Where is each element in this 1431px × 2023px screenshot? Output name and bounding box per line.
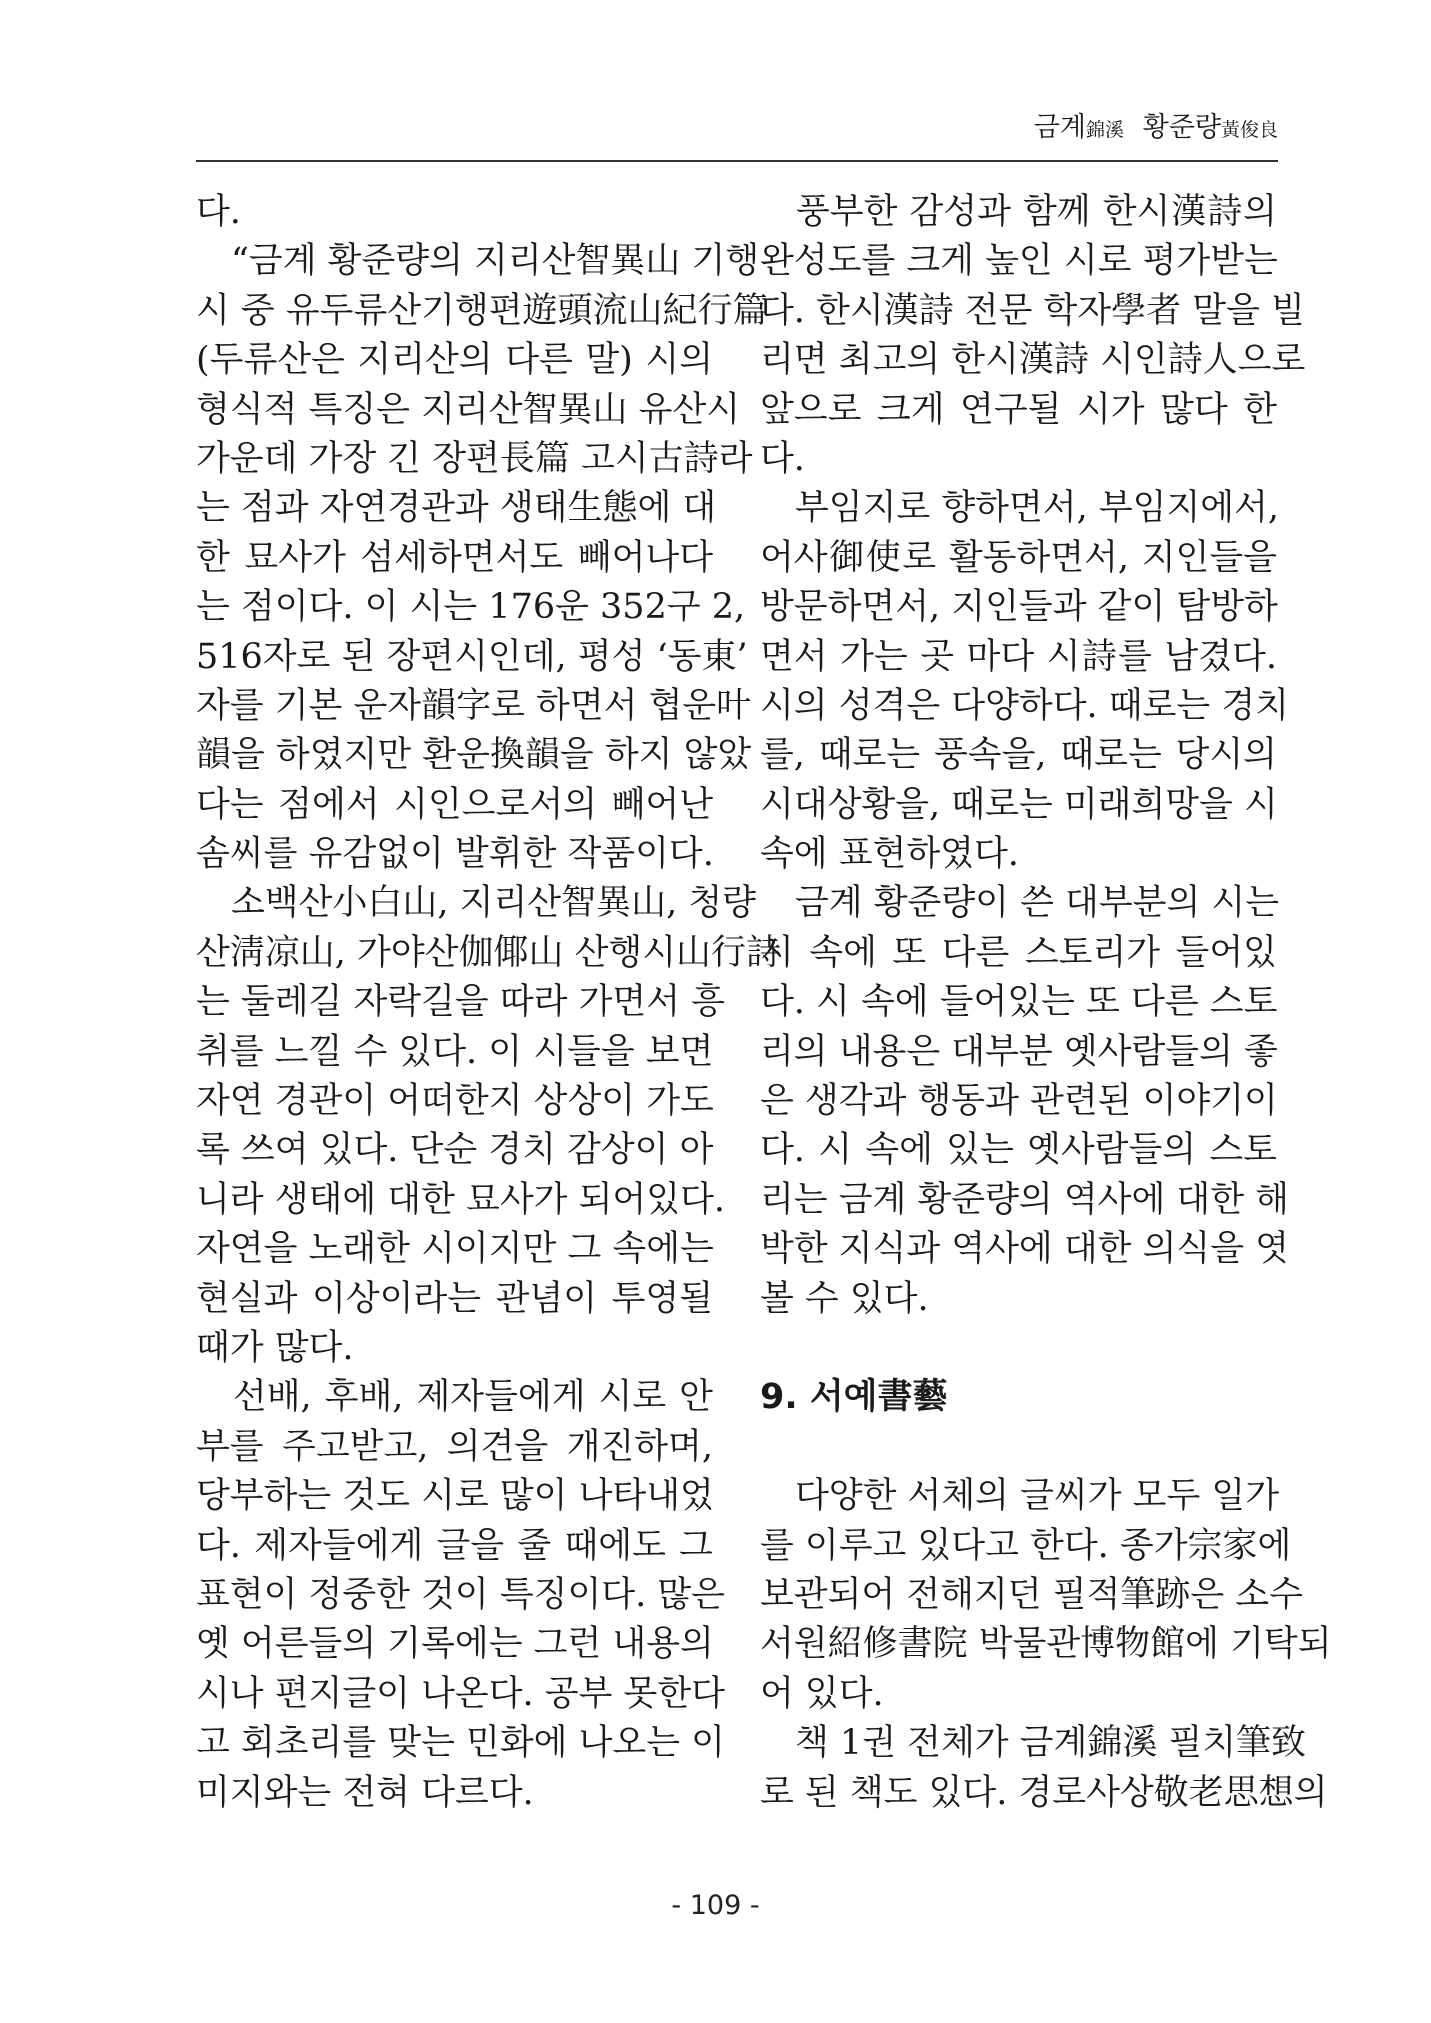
header-name-hanja: 錦溪 [1085,119,1124,141]
text-line: 미지와는 전혀 다르다. [196,1772,534,1813]
text-line: 속에 표현하였다. [760,834,1019,875]
text-line: 어사御使로 활동하면서, 지인들을 [760,537,1277,578]
text-line: 다. [760,438,805,479]
text-line: 소백산小白山, 지리산智異山, 청량 [196,883,756,924]
text-line: 선배, 후배, 제자들에게 시로 안 [196,1377,713,1418]
text-line: (두류산은 지리산의 다른 말) 시의 [196,340,713,381]
text-line: 산淸凉山, 가야산伽倻山 산행시山行詩 [196,932,782,973]
text-line: 록 쓰여 있다. 단순 경치 감상이 아 [196,1130,714,1171]
running-header [196,108,1278,162]
section-heading: 9. 서예書藝 [760,1377,948,1418]
header-person-hanja: 黃俊良 [1220,119,1278,141]
text-line: 당부하는 것도 시로 많이 나타내었 [196,1476,714,1517]
text-line: 다. [196,192,241,232]
text-line: 시대상황을, 때로는 미래희망을 시 [760,784,1278,825]
text-line: 자연 경관이 어떠한지 상상이 가도 [196,1081,714,1122]
text-line: 는 둘레길 자락길을 따라 가면서 흥 [196,982,725,1023]
text-line: 앞으로 크게 연구될 시가 많다 한 [760,389,1277,430]
text-line: 부를 주고받고, 의견을 개진하며, [196,1426,713,1467]
text-line: 은 생각과 행동과 관련된 이야기이 [760,1081,1278,1122]
text-line: 는 점이다. 이 시는 176운 352구 2, [196,587,746,628]
text-line: 부임지로 향하면서, 부임지에서, [760,488,1280,529]
text-line: 방문하면서, 지인들과 같이 탐방하 [760,587,1278,628]
text-line: 리면 최고의 한시漢詩 시인詩人으로 [760,340,1306,381]
text-line: 솜씨를 유감없이 발휘한 작품이다. [196,834,714,875]
text-line: 현실과 이상이라는 관념이 투영될 [196,1278,713,1319]
spacer [760,1423,1277,1472]
text-line: 표현이 정중한 것이 특징이다. 많은 [196,1574,725,1615]
text-line: 완성도를 크게 높인 시로 평가받는 [760,241,1278,282]
text-line: 가운데 가장 긴 장편長篇 고시古詩라 [196,438,753,479]
text-line: 면서 가는 곳 마다 시詩를 남겼다. [760,636,1277,677]
spacer [760,1324,1277,1373]
left-column [196,188,782,1818]
text-line: 를 이루고 있다고 한다. 종가宗家에 [760,1525,1292,1566]
header-name: 금계 [1033,112,1086,143]
text-line: 시 중 유두류산기행편遊頭流山紀行篇 [196,290,768,331]
text-line: 516자로 된 장편시인데, 평성 ‘동東’ [196,636,748,677]
text-line: 때가 많다. [196,1327,354,1368]
text-line: 시나 편지글이 나온다. 공부 못한다 [196,1673,725,1714]
text-line: 자를 기본 운자韻字로 하면서 협운叶 [196,685,752,726]
text-line: 다. 제자들에게 글을 줄 때에도 그 [196,1525,713,1566]
text-line: 고 회초리를 맞는 민화에 나오는 이 [196,1723,725,1764]
text-line: 박한 지식과 역사에 대한 의식을 엿 [760,1229,1289,1270]
text-line: 형식적 특징은 지리산智異山 유산시 [196,389,741,430]
text-line: 어 있다. [760,1673,884,1714]
text-line: 책 1권 전체가 금계錦溪 필치筆致 [760,1723,1307,1764]
text-line: 다. 시 속에 있는 옛사람들의 스토 [760,1130,1277,1171]
text-line: 는 점과 자연경관과 생태生態에 대 [196,488,717,529]
text-line: 로 된 책도 있다. 경로사상敬老思想의 [760,1772,1328,1813]
text-line: 리는 금계 황준량의 역사에 대한 해 [760,1179,1289,1220]
page-number: - 109 - [671,1890,760,1921]
text-line: 옛 어른들의 기록에는 그런 내용의 [196,1624,714,1665]
text-line: 다양한 서체의 글씨가 모두 일가 [760,1476,1280,1517]
text-line: 다는 점에서 시인으로서의 빼어난 [196,784,713,825]
text-line: 를, 때로는 풍속을, 때로는 당시의 [760,735,1277,776]
text-line: 리의 내용은 대부분 옛사람들의 좋 [760,1031,1278,1072]
header-person: 황준량 [1142,112,1221,143]
text-line: 금계 황준량이 쓴 대부분의 시는 [760,883,1280,924]
text-line: 볼 수 있다. [760,1278,929,1319]
text-line: 취를 느낄 수 있다. 이 시들을 보면 [196,1031,714,1072]
text-line: 시 속에 또 다른 스토리가 들어있 [760,932,1277,973]
right-column [760,188,1332,1818]
text-line: 다. 시 속에 들어있는 또 다른 스토 [760,982,1278,1023]
text-line: 韻을 하였지만 환운換韻을 하지 않았 [196,735,752,776]
text-line: 자연을 노래한 시이지만 그 속에는 [196,1229,714,1270]
text-line: 니라 생태에 대한 묘사가 되어있다. [196,1179,725,1220]
text-line: 서원紹修書院 박물관博物館에 기탁되 [760,1624,1332,1665]
text-line: 한 묘사가 섬세하면서도 빼어나다 [196,537,713,578]
text-line: 보관되어 전해지던 필적筆跡은 소수 [760,1574,1303,1615]
text-line: 다. 한시漢詩 전문 학자學者 말을 빌 [760,290,1305,331]
text-line: “금계 황준량의 지리산智異山 기행 [196,241,760,282]
text-line: 시의 성격은 다양하다. 때로는 경치 [760,685,1289,726]
text-line: 풍부한 감성과 함께 한시漢詩의 [760,192,1277,232]
